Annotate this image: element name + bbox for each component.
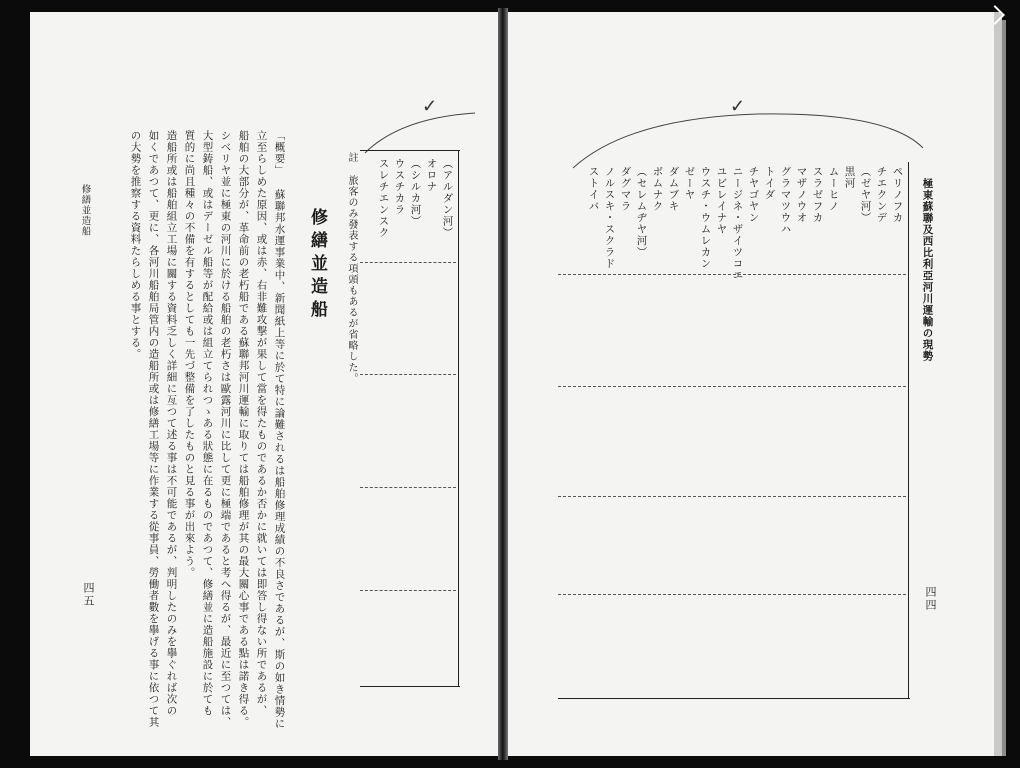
river-name: ストイバ	[587, 166, 600, 212]
river-name: スレチエンスク	[377, 158, 390, 239]
body-line: 造船所或は船舶組立工場に關する資料乏しく詳細に亙つて述る事は不可能であるが、判明したのみを擧ぐれば次の	[165, 130, 178, 717]
page-number: 四五	[82, 582, 95, 608]
table-divider	[360, 262, 456, 264]
body-line: シベリヤ並に極東の河川に於ける船舶の老朽さは歐露河川に比して更に極端であると考へ得るが、最近に至つては、	[219, 130, 232, 728]
table-bottom-rule	[558, 698, 910, 699]
river-name: グラマツウハ	[779, 166, 792, 235]
river-name: ノルスキ・スクラド	[603, 166, 616, 270]
river-name: オロナ	[425, 158, 438, 193]
page-title: 極東蘇聯及西比利亞河川運輸の現勢	[921, 178, 934, 362]
river-name: マザノウオ	[795, 166, 808, 224]
river-name: ペリノフカ	[891, 166, 904, 224]
running-footer: 修繕並造船	[79, 184, 91, 237]
river-name: ウスチ・ウムレカン	[699, 166, 712, 270]
body-line: 大型鋳船、或はデーゼル船等が配給或は組立てられつゝある狀態に在るものであつて、修繕並に造船施設に於ても	[201, 130, 214, 717]
book-gutter	[498, 8, 508, 760]
river-name: トイダ	[763, 166, 776, 201]
table-top-rule	[360, 150, 460, 151]
table-note: 註 旅客のみ發表する項頭もあるが省略した。	[346, 152, 357, 384]
river-name: チヤゴヤン	[747, 166, 760, 224]
river-name: ゼーヤ	[683, 166, 696, 201]
body-line: の大勢を推察する資料たらしめる事とする。	[129, 130, 142, 360]
river-name: チエクンデ	[875, 166, 888, 224]
table-right-rule	[908, 162, 909, 698]
table-divider	[360, 590, 456, 592]
river-name: スラゼフカ	[811, 166, 824, 224]
river-name: （セレムヂヤ河）	[635, 166, 648, 258]
check-mark-icon: ✓	[730, 96, 746, 117]
river-name: ニージネ・ザイツコエ	[731, 166, 744, 281]
river-name: 黒河	[843, 166, 856, 189]
table-divider	[558, 496, 906, 498]
table-divider	[360, 374, 456, 376]
section-title: 修繕並造船	[307, 208, 327, 323]
river-name: ユビレイナヤ	[715, 166, 728, 235]
table-bottom-rule	[360, 686, 460, 687]
page-edge	[994, 12, 1002, 756]
table-divider	[558, 594, 906, 596]
body-line: 立至らしめた原因、或は赤、右非難攻撃が果して當を得たものであるか否かに就いては即答し得ない所であるが、	[255, 130, 268, 717]
river-name: （ゼヤ河）	[859, 166, 872, 224]
body-line: 船舶の大部分が、革命前の老朽船である蘇聯邦河川運輸に取りては船舶修理が其の最大關心事である點は諾き得る。	[237, 130, 250, 728]
river-name: ボムナク	[651, 166, 664, 212]
river-name: ダグマラ	[619, 166, 632, 212]
check-mark-icon: ✓	[422, 96, 438, 117]
table-divider	[558, 386, 906, 388]
table-divider	[360, 487, 456, 489]
body-line: 如くであつて、更に、各河川船舶局管内の造船所或は修繕工場等に作業する從事員、勞働者數を擧げる事に依つて其	[147, 130, 160, 728]
river-name: ダムブキ	[667, 166, 680, 212]
page-number: 四四	[924, 586, 937, 612]
right-page	[508, 12, 994, 756]
page-edge-shadow	[1002, 20, 1006, 756]
body-line: 「概要」 蘇聯邦水運事業中、新聞紙上等に於て特に論難されるは船舶修理成績の不良さであるが、斯の如き情勢に	[273, 130, 286, 730]
body-line: 質的に尚且種々の不備を有するとしても一先づ整備を了したものと見る事が出來よう。	[183, 130, 196, 579]
river-name: （シルカ河）	[409, 158, 422, 227]
river-name: （アルダン河）	[441, 158, 454, 239]
river-name: ウスチカラ	[393, 158, 406, 216]
table-right-rule	[458, 150, 459, 686]
left-page	[30, 12, 498, 756]
river-name: ムーヒノ	[827, 166, 840, 212]
